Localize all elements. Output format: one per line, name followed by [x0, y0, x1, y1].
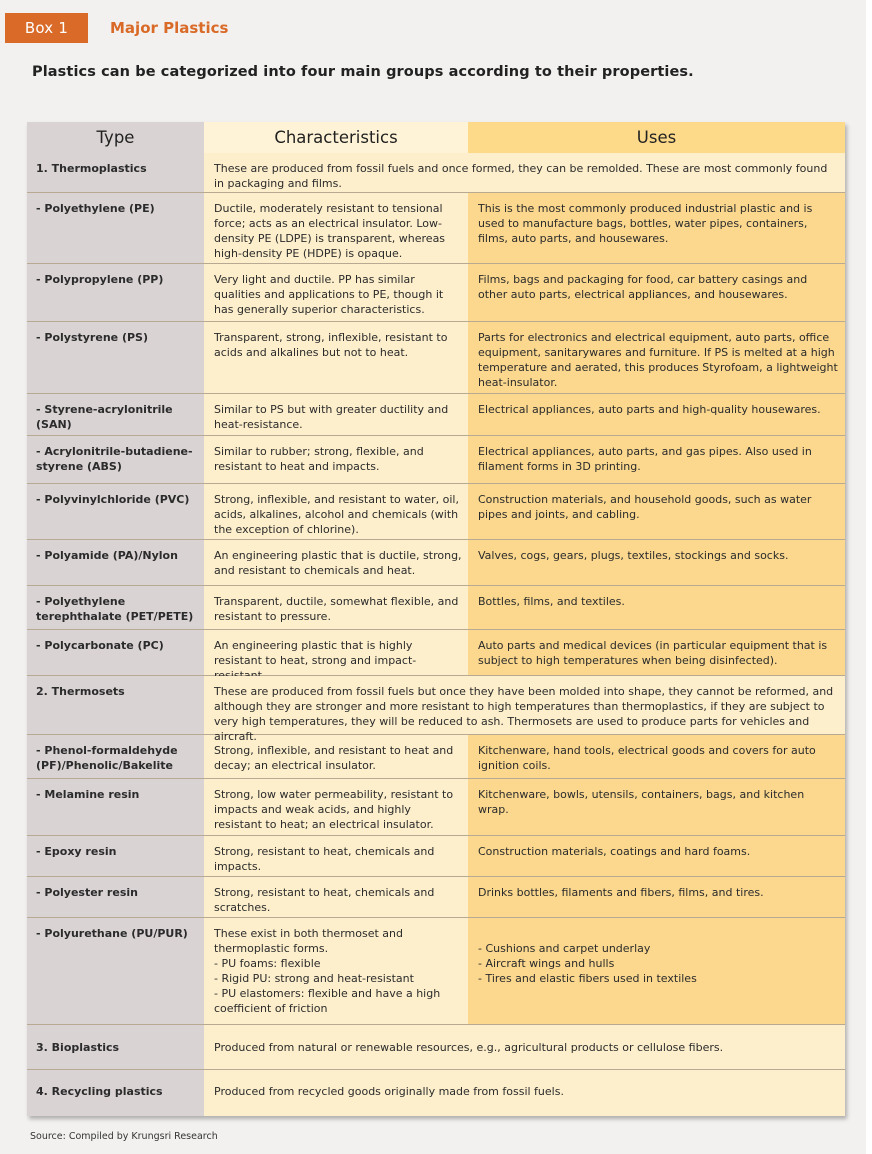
- row-uses: Electrical appliances, auto parts, and gas pipes. Also used in filament forms in 3D printing.: [478, 445, 812, 473]
- uses-line: - Aircraft wings and hulls: [478, 957, 615, 970]
- table-row-category: [27, 1025, 845, 1070]
- row-uses: Bottles, films, and textiles.: [478, 595, 625, 608]
- row-type: - Polyurethane (PU/PUR): [36, 927, 188, 940]
- row-type: 2. Thermosets: [36, 685, 125, 698]
- row-type: 3. Bioplastics: [36, 1041, 120, 1054]
- row-characteristics: An engineering plastic that is ductile, strong, and resistant to chemicals and heat.: [214, 549, 462, 577]
- table-row: [27, 586, 845, 630]
- row-characteristics: Similar to rubber; strong, flexible, and resistant to heat and impacts.: [214, 445, 424, 473]
- row-type: - Polycarbonate (PC): [36, 639, 164, 652]
- row-type: - Epoxy resin: [36, 845, 117, 858]
- row-characteristics: Strong, low water permeability, resistant to impacts and weak acids, and highly resistant to heat; an electrical insulator.: [214, 788, 454, 831]
- characteristics-line: - Rigid PU: strong and heat-resistant: [214, 972, 414, 985]
- table-row: [27, 877, 845, 918]
- row-type: - Polyethylene terephthalate (PET/PETE): [36, 595, 194, 623]
- row-type: - Acrylonitrile-butadiene-styrene (ABS): [36, 445, 193, 473]
- table-row: [27, 735, 845, 779]
- box-subtitle: Plastics can be categorized into four main groups according to their properties.: [32, 64, 694, 80]
- row-uses: Kitchenware, hand tools, electrical goods and covers for auto ignition coils.: [478, 744, 816, 772]
- table-row: [27, 264, 845, 322]
- row-characteristics: Ductile, moderately resistant to tensional force; acts as an electrical insulator. Low-density PE (LDPE) is transparent, whereas high-density PE (HDPE) is opaque.: [214, 202, 446, 260]
- box-title: Major Plastics: [110, 19, 229, 37]
- row-characteristics: An engineering plastic that is highly resistant to heat, strong and impact-: [214, 639, 417, 667]
- table-row: [27, 836, 845, 877]
- row-type: 4. Recycling plastics: [36, 1085, 163, 1098]
- row-characteristics: Strong, resistant to heat, chemicals and impacts.: [214, 845, 435, 873]
- row-characteristics: Very light and ductile. PP has similar qualities and applications to PE, though it has generally superior characteristics.: [214, 273, 444, 316]
- table-row: [27, 394, 845, 436]
- row-uses: Films, bags and packaging for food, car battery casings and other auto parts, electrical appliances, and housewares.: [478, 273, 808, 301]
- header-type: Type: [96, 128, 135, 147]
- row-uses: Construction materials, and household goods, such as water pipes and joints, and cabling.: [478, 493, 812, 521]
- table-row: [27, 540, 845, 586]
- table-row: [27, 436, 845, 484]
- table-row: [27, 779, 845, 836]
- row-characteristics: Similar to PS but with greater ductility and heat-resistance.: [214, 403, 449, 431]
- table-row-category: [27, 153, 845, 193]
- table-row: [27, 193, 845, 264]
- row-type: - Polyamide (PA)/Nylon: [36, 549, 178, 562]
- row-type: - Styrene-acrylonitrile (SAN): [36, 403, 173, 431]
- row-uses: Electrical appliances, auto parts and high-quality housewares.: [478, 403, 821, 416]
- row-description: Produced from recycled goods originally made from fossil fuels.: [214, 1085, 564, 1098]
- row-uses: This is the most commonly produced industrial plastic and is used to manufacture bags, bottles, water pipes, containers, films, auto parts, and housewares.: [478, 202, 813, 245]
- row-characteristics: Strong, inflexible, and resistant to water, oil, acids, alkalines, alcohol and chemicals (with the exception of chlorine).: [214, 493, 459, 536]
- row-characteristics: Strong, inflexible, and resistant to heat and decay; an electrical insulator.: [214, 744, 454, 772]
- row-type: - Melamine resin: [36, 788, 140, 801]
- row-description: Produced from natural or renewable resources, e.g., agricultural products or cellulose fibers.: [214, 1041, 724, 1054]
- header-uses: Uses: [636, 128, 677, 147]
- characteristics-line: These exist in both thermoset and thermoplastic forms.: [214, 927, 403, 955]
- row-characteristics: [214, 926, 462, 1016]
- row-type: - Polyvinylchloride (PVC): [36, 493, 190, 506]
- row-uses: Drinks bottles, filaments and fibers, films, and tires.: [478, 886, 764, 899]
- row-uses: Kitchenware, bowls, utensils, containers, bags, and kitchen wrap.: [478, 788, 805, 816]
- uses-line: - Cushions and carpet underlay: [478, 942, 651, 955]
- row-uses: Parts for electronics and electrical equipment, auto parts, office equipment, sanitarywares and furniture. If PS is melted at a high temperature and aerated, this produces Styrofoam, a lightweight heat-insulator.: [478, 331, 838, 389]
- characteristics-line: - PU foams: flexible: [214, 957, 321, 970]
- row-uses: Construction materials, coatings and hard foams.: [478, 845, 751, 858]
- table-row: [27, 918, 845, 1025]
- row-type: - Polypropylene (PP): [36, 273, 164, 286]
- row-type: - Polyethylene (PE): [36, 202, 155, 215]
- row-description: These are produced from fossil fuels but once they have been molded into shape, they cannot be reformed, and although they are stronger and more resistant to high temperatures than thermoplastics, if they are subject to very high temperatures, they will be reduced to ash. Thermosets are used to produce parts for vehicles and aircraft.: [214, 685, 834, 743]
- plastics-table: [27, 122, 845, 1116]
- table-row: [27, 484, 845, 540]
- row-description: These are produced from fossil fuels and once formed, they can be remolded. These are most commonly found in packaging and films.: [214, 162, 828, 190]
- row-characteristics: Transparent, ductile, somewhat flexible, and resistant to pressure.: [214, 595, 459, 623]
- row-type: - Polyester resin: [36, 886, 138, 899]
- header-characteristics: Characteristics: [274, 128, 398, 147]
- box-number-label: Box 1: [5, 13, 88, 43]
- row-type: - Polystyrene (PS): [36, 331, 148, 344]
- row-characteristics: Transparent, strong, inflexible, resistant to acids and alkalines but not to heat.: [214, 331, 448, 359]
- row-type: 1. Thermoplastics: [36, 162, 147, 175]
- table-row-category: [27, 1070, 845, 1116]
- row-uses: Auto parts and medical devices (in particular equipment that is subject to high temperatures when being disinfected).: [478, 639, 828, 667]
- table-row-category: [27, 676, 845, 743]
- table-row: [27, 322, 845, 394]
- table-row: [27, 630, 845, 676]
- source-note: Source: Compiled by Krungsri Research: [30, 1131, 218, 1142]
- row-type: - Phenol-formaldehyde (PF)/Phenolic/Bakelite: [36, 744, 178, 772]
- uses-line: - Tires and elastic fibers used in textiles: [478, 972, 697, 985]
- characteristics-line: - PU elastomers: flexible and have a high coefficient of friction: [214, 987, 441, 1015]
- row-uses: Valves, cogs, gears, plugs, textiles, stockings and socks.: [478, 549, 789, 562]
- row-characteristics: Strong, resistant to heat, chemicals and scratches.: [214, 886, 435, 914]
- row-uses: [478, 941, 838, 986]
